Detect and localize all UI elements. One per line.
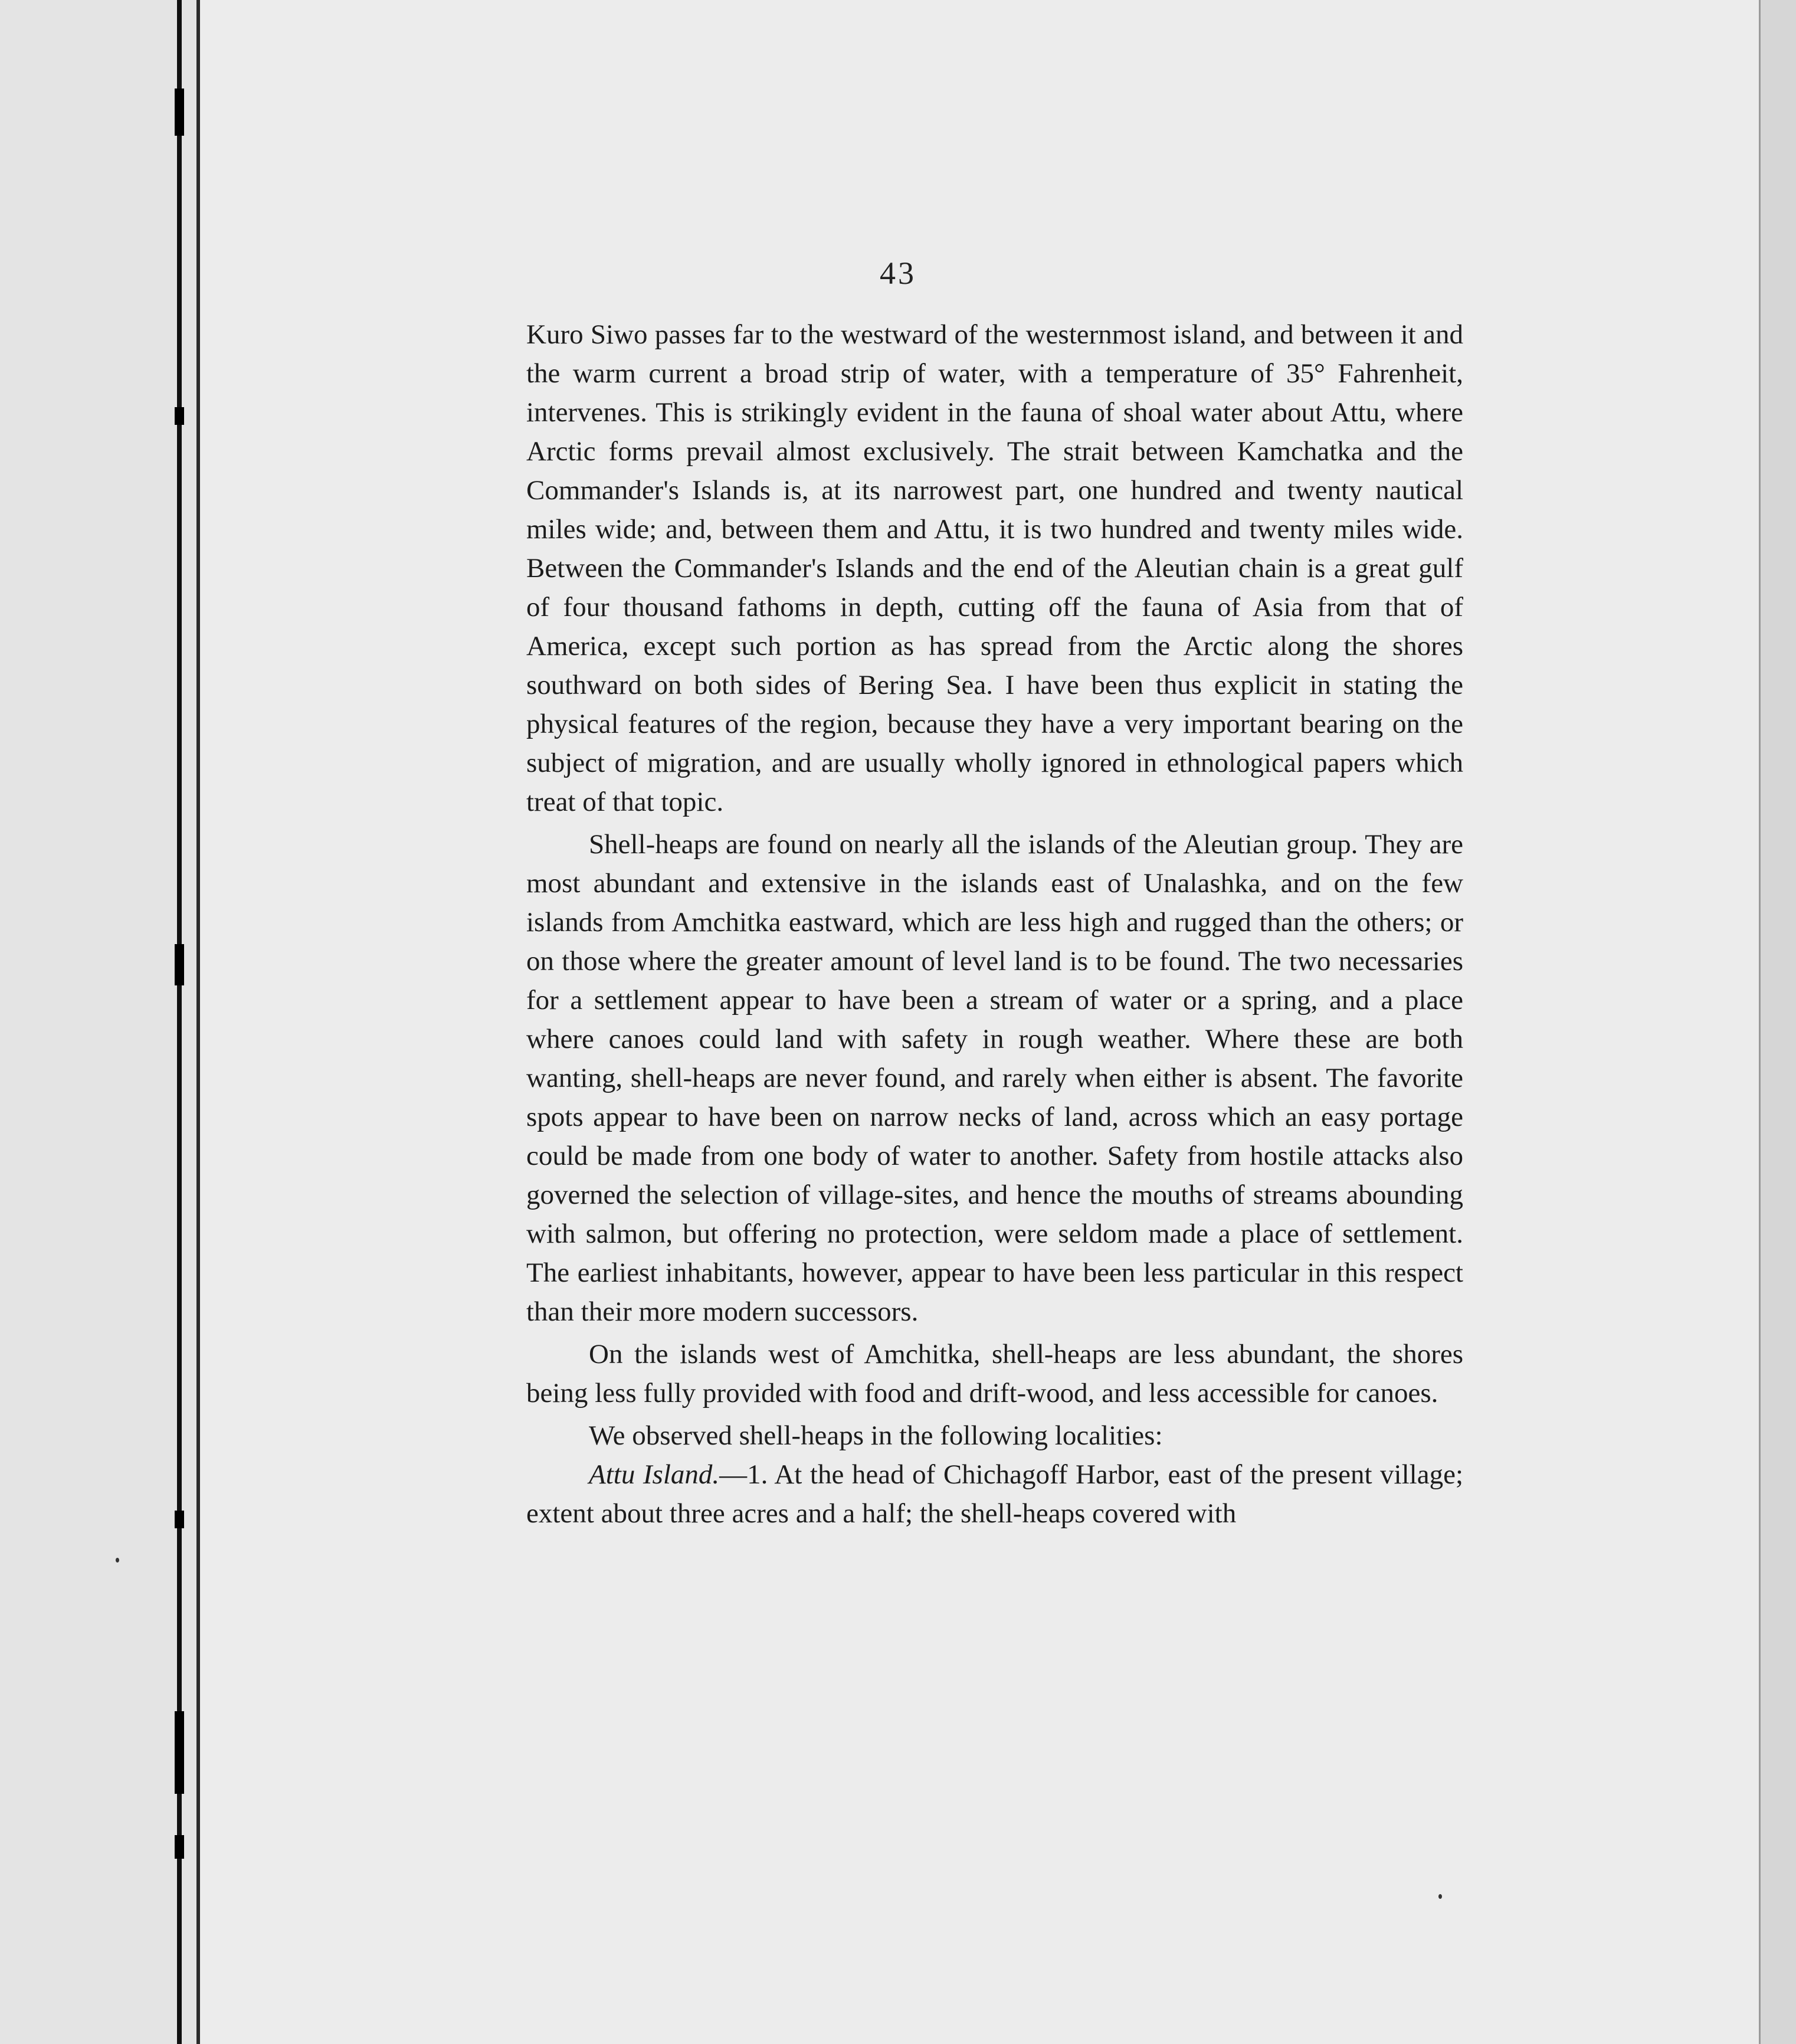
page-gutter-line (196, 0, 200, 2044)
paragraph: We observed shell-heaps in the following localities: (589, 1420, 1163, 1451)
page-edge-right (1759, 0, 1796, 2044)
page-margin-left (0, 0, 198, 2044)
binding-mark (175, 944, 184, 985)
paragraph (526, 1455, 1463, 1533)
section-heading: Attu Island. (589, 1459, 720, 1490)
binding-mark (175, 1711, 184, 1794)
paragraph: On the islands west of Amchitka, shell-heaps are less abundant, the shores being less fully provided with food and drift-wood, and less accessible for canoes. (526, 1339, 1463, 1408)
binding-mark (175, 1511, 184, 1528)
binding-mark (175, 407, 184, 425)
scan-speck (1438, 1894, 1442, 1899)
body-text (526, 315, 1463, 1533)
paragraph-text: —1. At the head of Chichagoff Harbor, east of the present village; extent about three acres and a half; the shell-heaps covered with (526, 1459, 1464, 1529)
binding-mark (175, 89, 184, 136)
binding-mark (175, 1835, 184, 1859)
paragraph: Kuro Siwo passes far to the westward of the westernmost island, and between it and the warm current a broad strip of water, with a temperature of 35° Fahrenheit, intervenes. This is strikingly evident in the fauna of shoal water about Attu, where Arctic forms prevail almost exclusively. The strait between Kamchatka and the Commander's Islands is, at its narrowest part, one hundred and twenty nautical miles wide; and, between them and Attu, it is two hundred and twenty miles wide. Between the Commander's Islands and the end of the Aleutian chain is a great gulf of four thousand fathoms in depth, cutting off the fauna of Asia from that of America, except such portion as has spread from the Arctic along the shores southward on both sides of Bering Sea. I have been thus explicit in stating the physical features of the region, because they have a very important bearing on the subject of migration, and are usually wholly ignored in ethnological papers which treat of that topic. (526, 319, 1463, 817)
page-number: 43 (880, 255, 916, 291)
scan-speck (116, 1558, 119, 1563)
paragraph: Shell-heaps are found on nearly all the islands of the Aleutian group. They are most abundant and extensive in the islands east of Unalashka, and on the few islands from Amchitka eastward, which are less high and rugged than the others; or on those where the greater amount of level land is to be found. The two necessaries for a settlement appear to have been a stream of water or a spring, and a place where canoes could land with safety in rough weather. Where these are both wanting, shell-heaps are never found, and rarely when either is absent. The favorite spots appear to have been on narrow necks of land, across which an easy portage could be made from one body of water to another. Safety from hostile attacks also governed the selection of village-sites, and hence the mouths of streams abounding with salmon, but offering no protection, were seldom made a place of settlement. The earliest inhabitants, however, appear to have been less particular in this respect than their more modern successors. (526, 829, 1463, 1327)
